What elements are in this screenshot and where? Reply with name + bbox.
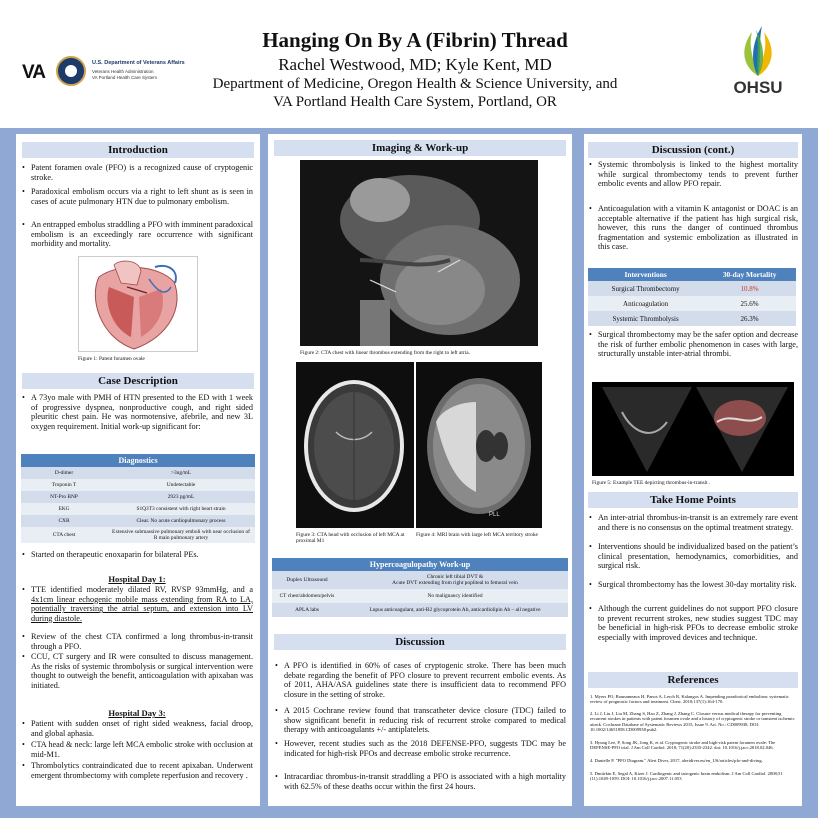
intro-bullet-2: • Paradoxical embolism occurs via a right to left shunt as is seen in cases of acute pulmonary HTN due to pulmonary embolism. — [21, 187, 253, 206]
poster-title: Hanging On By A (Fibrin) Thread — [262, 28, 568, 52]
hypercoag-value: No malignancy identified — [342, 589, 568, 603]
hypercoag-label: Duplex Ultrasound — [272, 571, 342, 589]
mortality-value: 25.6% — [703, 296, 796, 311]
column-middle — [268, 134, 572, 806]
diag-value: Extensive submassive pulmonary emboli with near occlusion of R main pulmonary artery — [107, 527, 255, 543]
diag-label: CXR — [21, 515, 107, 527]
reference-item-2: 2. Li J, Liu J, Liu M, Zhang S, Hao Z, Zhang J, Zhang C. Closure versus medical therapy for preventing recurrent strokes in patients with patent foramen ovale and a history of cryptogenic stroke or transient ischemic attack. Cochrane Database of Systematic Reviews 2015, Issue 9. Art. No.: CD009938. DOI: 10.1002/14651858.CD009938.pub2. — [590, 711, 795, 733]
day1-bullet-2: • Review of the chest CTA confirmed a long thrombus-in-transit through a PFO. — [21, 632, 253, 651]
hypercoag-table-title: Hypercoagulopathy Work-up — [272, 558, 568, 571]
mortality-header-interventions: Interventions — [588, 268, 703, 281]
va-logo-line2: Veterans Health Administration — [92, 69, 154, 74]
diag-label: CTA chest — [21, 527, 107, 543]
intro-bullet-1: • Patent foramen ovale (PFO) is a recognized cause of cryptogenic stroke. — [21, 163, 253, 182]
take-home-bullet-4: • Although the current guidelines do not support PFO closure to prevent recurrent strokes, new studies suggest TDC may be beneficial in high-risk PFOs to decrease embolic stroke especially with improved devices and technique. — [588, 604, 798, 642]
imaging-heading: Imaging & Work-up — [274, 140, 566, 156]
figure5-caption: Figure 5: Example TEE depicting thrombus-in-transit . — [592, 480, 711, 486]
va-logo-line3: VA Portland Health Care System — [92, 75, 157, 80]
mortality-value-highlight: 10.8% — [703, 281, 796, 296]
poster-authors: Rachel Westwood, MD; Kyle Kent, MD — [278, 55, 552, 74]
figure2-caption: Figure 2: CTA chest with linear thrombus extending from the right to left atria. — [300, 350, 470, 356]
take-home-bullet-1: • An inter-atrial thrombus-in-transit is an extremely rare event and there is no consensus on the optimal treatment strategy. — [588, 513, 798, 532]
hypercoag-table — [272, 558, 568, 617]
hypercoag-value: Chronic left tibial DVT & Acute DVT extending from right popliteal to femoral vein — [342, 571, 568, 589]
figure3-caption: Figure 3: CTA head with occlusion of left MCA at proximal M1 — [296, 532, 405, 544]
diag-value: >3ug/mL — [107, 467, 255, 479]
reference-item-3: 3. Hyung Lee, P, Song JK, Jong K, et al. Cryptogenic stroke and high-risk patent foramen ovale: The DEFENSE-PFO trial. J Am Coll Cardiol. 2018; 71(20):2335-2342. doi: 10.1016/j.jacc.2018.02.046. — [590, 740, 776, 751]
discussion-bullet-3: • However, recent studies such as the 2018 DEFENSE-PFO, suggests TDC may be indicated for high-risk PFOs and decrease embolic stroke recurrence. — [274, 739, 566, 758]
intro-bullet-3: • An entrapped embolus straddling a PFO with imminent paradoxical embolism is an exceedingly rare occurrence with significant morbidity and mortality. — [21, 220, 253, 249]
reference-item-5: 5. Dmitrkin E, Segal A, Kizer J. Cardiogenic and iatrogenic brain embolism. J Am Coll Cardiol. 2008;51 (11):1049-1059. DOI: 10.1016/j.jacc.2007.11.053 — [590, 771, 783, 782]
introduction-heading: Introduction — [22, 142, 254, 158]
va-logo — [22, 56, 185, 90]
references-heading: References — [588, 672, 798, 688]
take-home-bullet-3: • Surgical thrombectomy has the lowest 30-day mortality risk. — [588, 580, 798, 590]
mortality-header-30day: 30-day Mortality — [703, 268, 796, 281]
poster-header — [0, 0, 818, 128]
poster-body — [0, 128, 818, 818]
diag-label: Troponin T — [21, 479, 107, 491]
case-description-heading: Case Description — [22, 373, 254, 389]
va-seal-icon — [56, 56, 86, 86]
mortality-intervention: Surgical Thrombectomy — [588, 281, 703, 296]
day3-bullet-2: • CTA head & neck: large left MCA embolic stroke with occlusion at mid-M1. — [21, 740, 253, 759]
figure3-cta-head — [296, 362, 414, 528]
discussion-bullet-4: • Intracardiac thrombus-in-transit straddling a PFO is associated with a high mortality with 62.5% of these deaths occur within the first 24 hours. — [274, 772, 566, 791]
column-left — [16, 134, 260, 806]
figure5-tee — [592, 382, 794, 476]
diag-label: NT-Pro BNP — [21, 491, 107, 503]
take-home-bullet-2: • Interventions should be individualized based on the patient’s clinical presentation, hemodynamics, comorbidities, and surgical risk. — [588, 542, 798, 571]
day1-bullet-1: • TTE identified moderately dilated RV, RVSP 93mmHg, and a 4x1cm linear echogenic mobile mass extending from RA to LA, potentially traversing the atrial septum, and extension into LV during diastole. — [21, 585, 253, 623]
diagnostics-table — [21, 454, 255, 543]
diag-label: EKG — [21, 503, 107, 515]
take-home-heading: Take Home Points — [588, 492, 798, 508]
case-intro-bullet: • A 73yo male with PMH of HTN presented to the ED with 1 week of progressive dyspnea, nonproductive cough, and right sided pleuritic chest pain. He was normotensive, afebrile, and new 3L oxygen requirement. Initial work-up significant for: — [21, 393, 253, 431]
hospital-day1-heading: Hospital Day 1: — [108, 574, 166, 584]
figure4-label: PLL — [489, 512, 500, 518]
discussion-cont-after-table: • Surgical thrombectomy may be the safer option and decrease the risk of further embolic phenomenon in cases with large, structurally unstable inter-atrial thrombi. — [588, 330, 798, 359]
hypercoag-value: Lupus anticoagulant, anti-B2 glycoprotein Ab, anticardiolipin Ab – all negative — [342, 603, 568, 617]
day3-bullet-1: • Patient with sudden onset of right sided weakness, facial droop, and global aphasia. — [21, 719, 253, 738]
mortality-intervention: Anticoagulation — [588, 296, 703, 311]
discussion-bullet-1: • A PFO is identified in 60% of cases of cryptogenic stroke. There has been much debate regarding the benefit of PFO closure to prevent recurrent embolic events. As of 2011, AHA/ASA guidelines state there is insufficient data to recommend PFO closure in the setting of stroke. — [274, 661, 566, 699]
discussion-cont-heading: Discussion (cont.) — [588, 142, 798, 158]
hypercoag-label: CT chest/abdomen/pelvis — [272, 589, 342, 603]
diag-value: S1Q3T3 consistent with right heart strain — [107, 503, 255, 515]
diag-value: Clear. No acute cardiopulmonary process — [107, 515, 255, 527]
va-logo-line1: U.S. Department of Veterans Affairs — [92, 60, 185, 66]
hospital-day3-heading: Hospital Day 3: — [108, 708, 166, 718]
department-line2: VA Portland Health Care System, Portland, OR — [273, 94, 557, 110]
figure1-caption: Figure 1: Patent foramen ovale — [78, 356, 145, 362]
figure4-mri-brain — [416, 362, 542, 528]
diag-value: Undetectable — [107, 479, 255, 491]
discussion-cont-bullet-2: • Anticoagulation with a vitamin K antagonist or DOAC is an acceptable alternative if the patient has high surgical risk, however, this runs the danger of continued thrombus fragmentation and systemic embolization as illustrated in this case. — [588, 204, 798, 252]
discussion-bullet-2: • A 2015 Cochrane review found that transcatheter device closure (TDC) failed to show significant benefit in reducing risk of recurrent stroke compared to medical therapy with anticoagulants +/- antiplatelets. — [274, 706, 566, 735]
va-logo-letters: VA — [22, 62, 45, 83]
day1-bullet-3: • CCU, CT surgery and IR were consulted to discuss management. As the risks of systemic thrombolysis or surgical intervention were thought to outweigh the benefit, anticoagulation with apixaban was initiated. — [21, 652, 253, 690]
department-line1: Department of Medicine, Oregon Health & Science University, and — [212, 76, 618, 92]
diag-label: D-dimer — [21, 467, 107, 479]
reference-item-1: 1. Myers PO, Bounameaux H, Panos A, Lerch R, Kalangos A. Impending paradoxical embolism: systematic review of prognostic factors and treatment. Chest. 2010;137(1):164-170. — [590, 694, 789, 705]
mortality-intervention: Systemic Thrombolysis — [588, 311, 703, 326]
mortality-table — [588, 268, 796, 326]
ohsu-flame-icon — [722, 22, 794, 78]
column-right — [584, 134, 802, 806]
diagnostics-table-title: Diagnostics — [21, 454, 255, 467]
reference-item-4: 4. Danielle P. "PFO Diagram." Alert Diver, 2017, alertdiver.eu/en_US/articles/pfo-and-diving. — [590, 758, 763, 763]
day3-bullet-3: • Thrombolytics contraindicated due to recent apixaban. Underwent emergent thrombectomy with complete reperfusion and recovery . — [21, 761, 253, 780]
case-after-table-bullet: • Started on therapeutic enoxaparin for bilateral PEs. — [21, 550, 253, 560]
hypercoag-label: APLA labs — [272, 603, 342, 617]
figure1-pfo-diagram — [78, 256, 198, 352]
figure4-caption: Figure 4: MRI brain with large left MCA territory stroke — [416, 532, 538, 538]
ohsu-logo — [722, 22, 794, 106]
mortality-value: 26.3% — [703, 311, 796, 326]
diag-value: 2923 pg/mL — [107, 491, 255, 503]
ohsu-logo-text: OHSU — [733, 78, 783, 97]
discussion-cont-bullet-1: • Systemic thrombolysis is linked to the highest mortality while surgical thrombectomy tends to prevent further embolic events and allow PFO repair. — [588, 160, 798, 189]
figure2-cta-chest — [300, 160, 538, 346]
discussion-heading: Discussion — [274, 634, 566, 650]
